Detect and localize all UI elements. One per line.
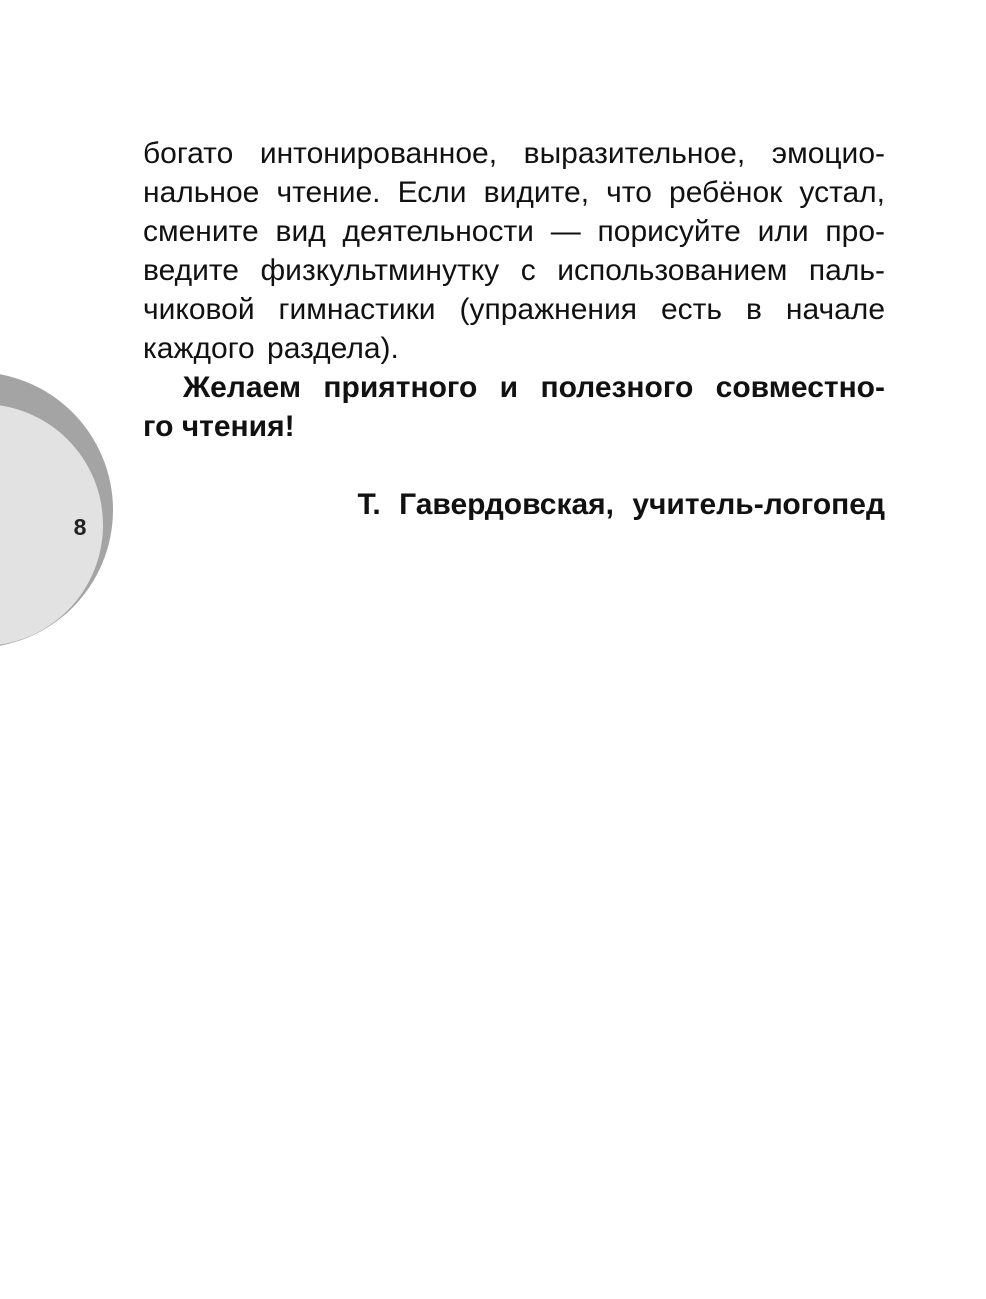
closing-wish-line: го чтения! bbox=[143, 410, 295, 443]
blank-line bbox=[143, 446, 885, 485]
page-number: 8 bbox=[73, 514, 87, 540]
closing-wish-line: Желаем приятного и полезного совместно- bbox=[183, 371, 885, 404]
body-line: каждого раздела). bbox=[143, 332, 399, 365]
body-line: богато интонированное, выразительное, эмоцио- bbox=[143, 137, 885, 170]
author-signature: Т. Гавердовская, учитель-логопед bbox=[357, 488, 885, 521]
body-line: чиковой гимнастики (упражнения есть в начале bbox=[143, 293, 885, 326]
body-text bbox=[143, 134, 885, 524]
body-line: ведите физкультминутку с использованием паль- bbox=[143, 254, 885, 287]
body-line: нальное чтение. Если видите, что ребёнок устал, bbox=[143, 176, 885, 209]
body-line: смените вид деятельности — порисуйте или про- bbox=[143, 215, 885, 248]
